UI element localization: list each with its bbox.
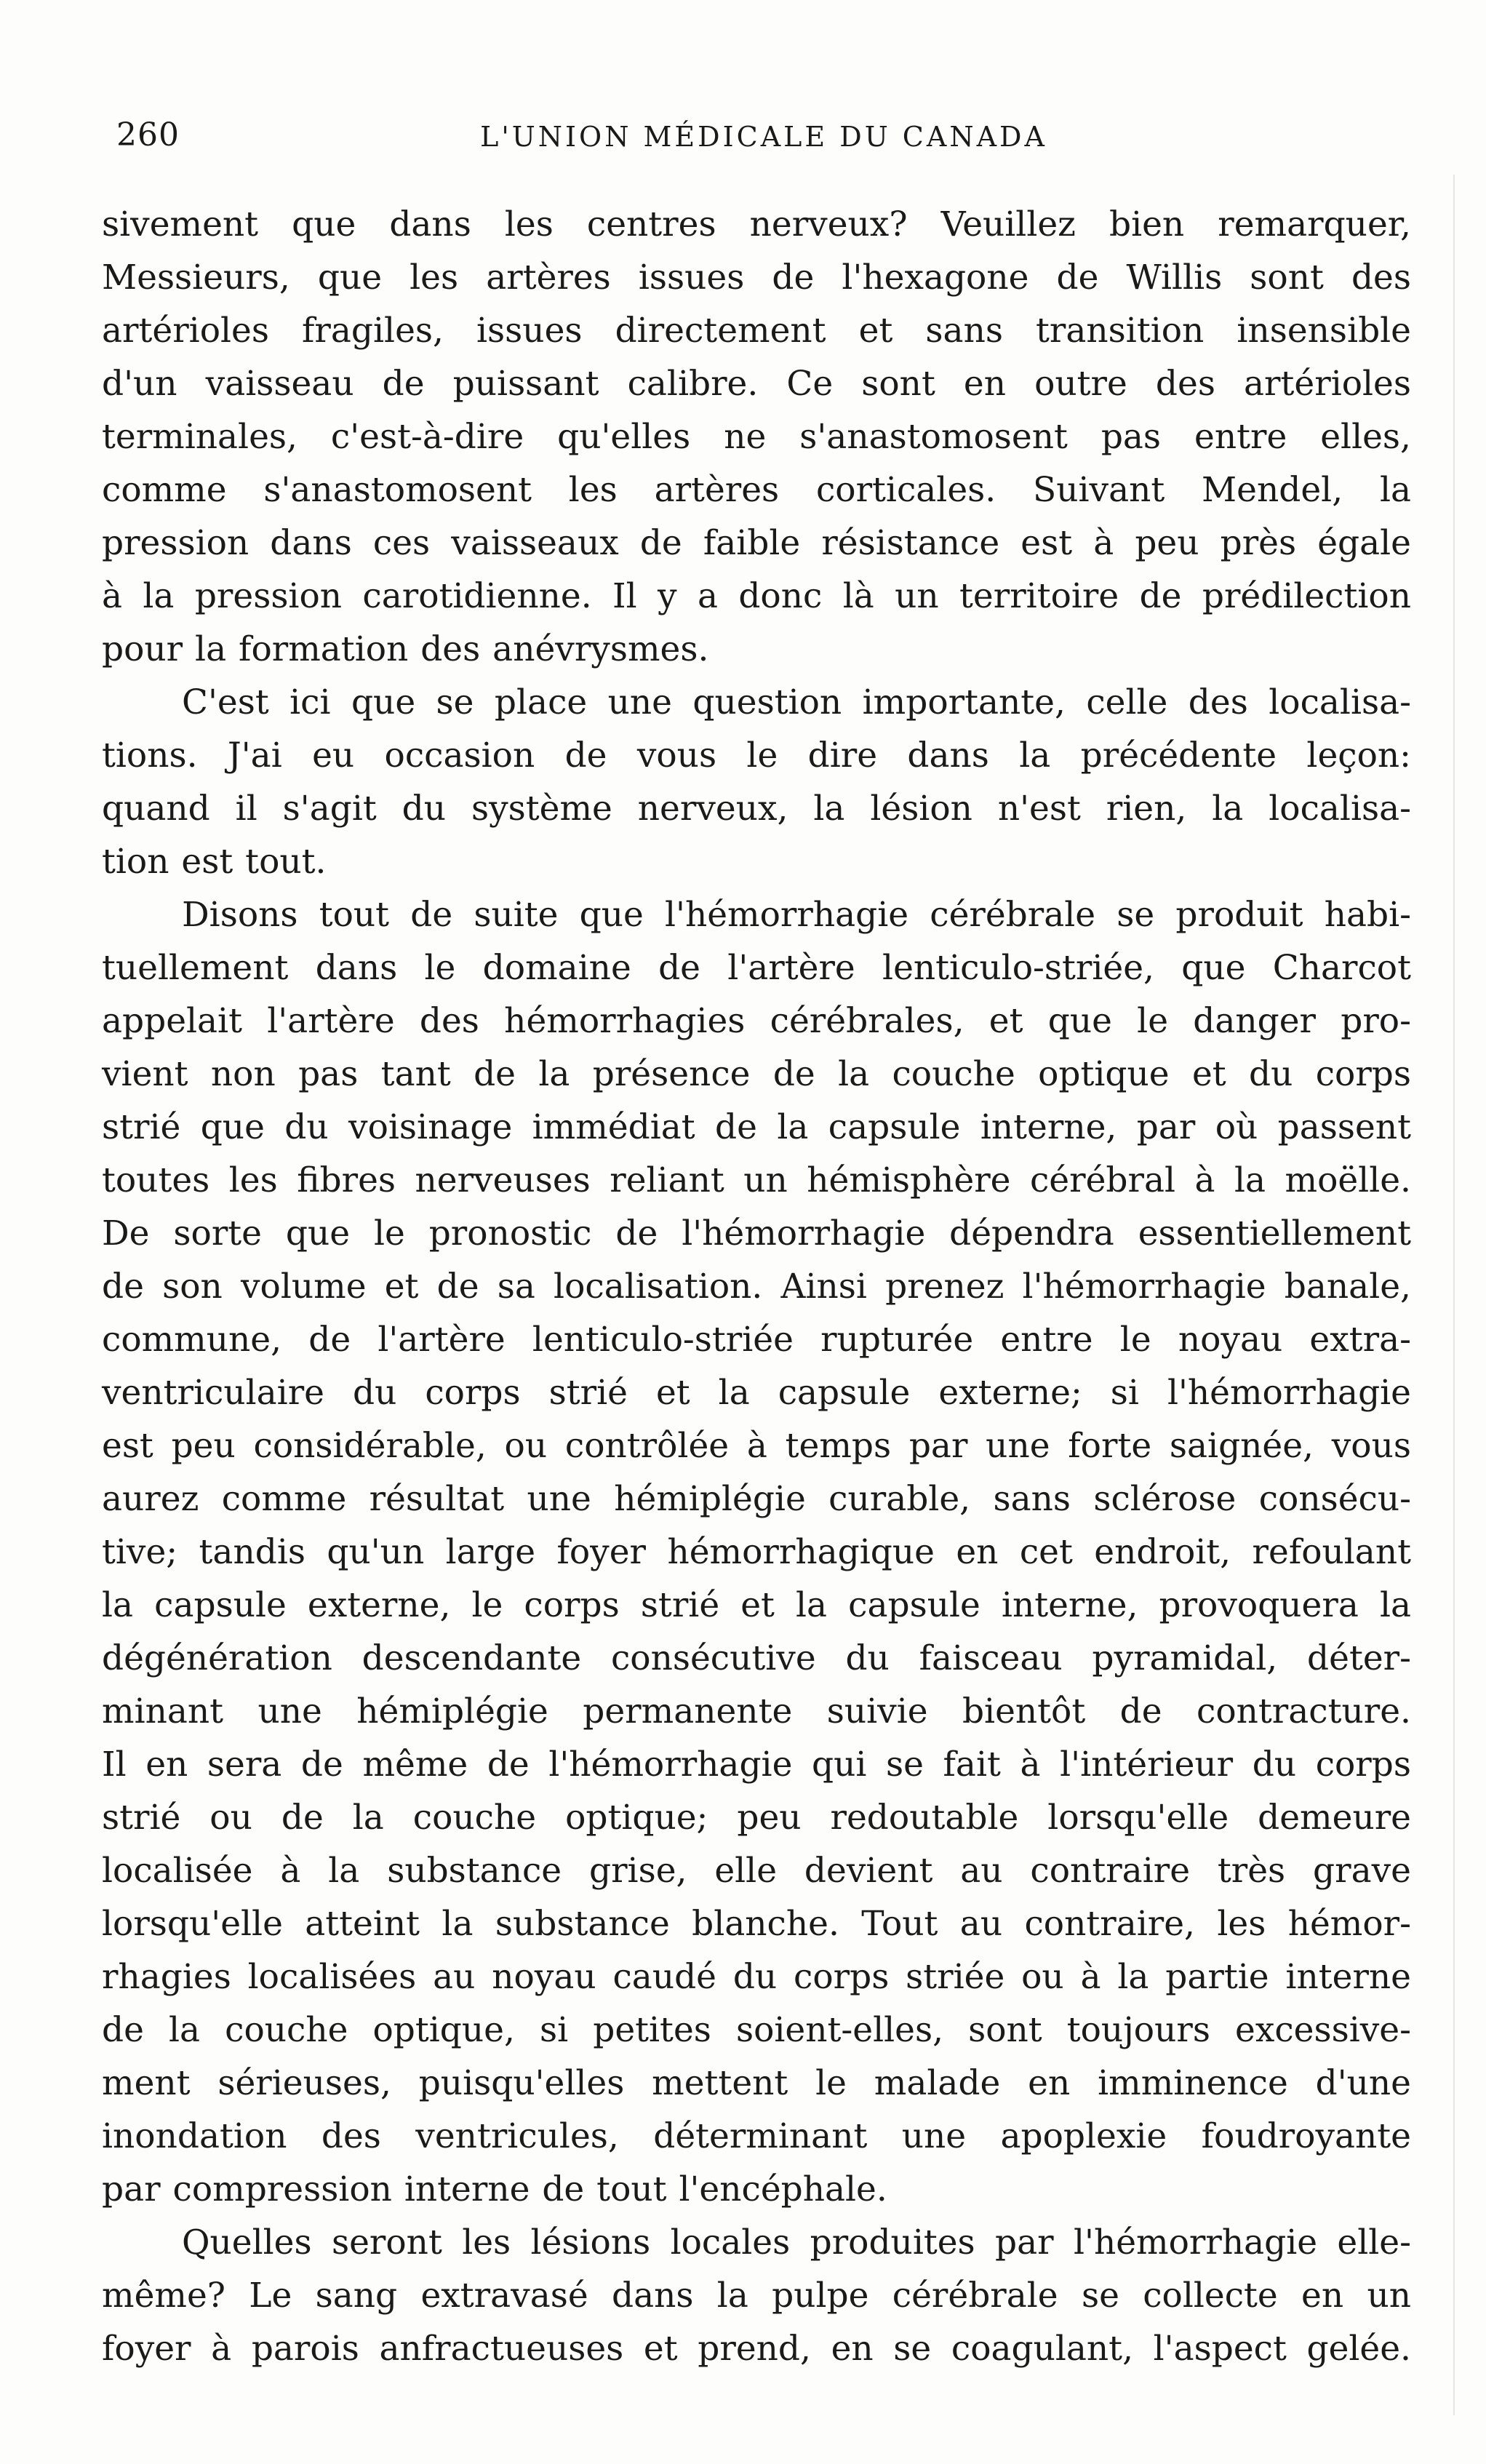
body-text [102, 198, 1411, 2375]
text-line: foyer à parois anfractueuses et prend, en se coagulant, l'aspect gelée. [102, 2329, 1411, 2369]
text-line: De sorte que le pronostic de l'hémorrhagie dépendra essentiellement [102, 1213, 1411, 1253]
text-line: la capsule externe, le corps strié et la capsule interne, provoquera la [102, 1585, 1411, 1625]
page-number: 260 [116, 116, 180, 153]
text-line: Quelles seront les lésions locales produites par l'hémorrhagie elle- [182, 2222, 1411, 2262]
text-line: artérioles fragiles, issues directement et sans transition insensible [102, 311, 1411, 351]
text-line: terminales, c'est-à-dire qu'elles ne s'anastomosent pas entre elles, [102, 417, 1411, 457]
text-line: tion est tout. [102, 842, 327, 882]
text-line: même? Le sang extravasé dans la pulpe cérébrale se collecte en un [102, 2276, 1411, 2316]
page-header [116, 116, 1411, 167]
text-line: lorsqu'elle atteint la substance blanche. Tout au contraire, les hémor- [102, 1904, 1411, 1944]
paragraph-3 [102, 888, 1411, 2216]
text-line: de son volume et de sa localisation. Ainsi prenez l'hémorrhagie banale, [102, 1267, 1411, 1307]
running-title: L'UNION MÉDICALE DU CANADA [480, 121, 1047, 153]
text-line: aurez comme résultat une hémiplégie curable, sans sclérose consécu- [102, 1479, 1411, 1519]
text-line: localisée à la substance grise, elle devient au contraire très grave [102, 1851, 1411, 1891]
text-line: Disons tout de suite que l'hémorrhagie cérébrale se produit habi- [182, 895, 1411, 935]
text-line: dégénération descendante consécutive du faisceau pyramidal, déter- [102, 1638, 1411, 1678]
text-line: pression dans ces vaisseaux de faible résistance est à peu près égale [102, 523, 1411, 563]
text-line: ventriculaire du corps strié et la capsule externe; si l'hémorrhagie [102, 1373, 1411, 1413]
text-line: à la pression carotidienne. Il y a donc là un territoire de prédilection [102, 576, 1411, 616]
text-line: appelait l'artère des hémorrhagies cérébrales, et que le danger pro- [102, 1001, 1411, 1041]
page-edge-shadow [1453, 175, 1455, 2415]
paragraph-1 [102, 198, 1411, 676]
text-line: strié ou de la couche optique; peu redoutable lorsqu'elle demeure [102, 1798, 1411, 1838]
text-line: Messieurs, que les artères issues de l'hexagone de Willis sont des [102, 258, 1411, 298]
text-line: tive; tandis qu'un large foyer hémorrhagique en cet endroit, refoulant [102, 1532, 1411, 1572]
text-line: ment sérieuses, puisqu'elles mettent le malade en imminence d'une [102, 2063, 1411, 2103]
text-line: rhagies localisées au noyau caudé du corps striée ou à la partie interne [102, 1957, 1411, 1997]
text-line: quand il s'agit du système nerveux, la lésion n'est rien, la localisa- [102, 789, 1411, 829]
text-line: commune, de l'artère lenticulo-striée rupturée entre le noyau extra- [102, 1320, 1411, 1360]
text-line: par compression interne de tout l'encéphale. [102, 2169, 887, 2209]
text-line: d'un vaisseau de puissant calibre. Ce sont en outre des artérioles [102, 364, 1411, 404]
paragraph-2 [102, 676, 1411, 888]
text-line: inondation des ventricules, déterminant une apoplexie foudroyante [102, 2116, 1411, 2156]
text-line: C'est ici que se place une question importante, celle des localisa- [182, 682, 1411, 722]
text-line: de la couche optique, si petites soient-elles, sont toujours excessive- [102, 2010, 1411, 2050]
text-line: toutes les fibres nerveuses reliant un hémisphère cérébral à la moëlle. [102, 1160, 1411, 1200]
text-line: vient non pas tant de la présence de la couche optique et du corps [102, 1054, 1411, 1094]
text-line: comme s'anastomosent les artères corticales. Suivant Mendel, la [102, 470, 1411, 510]
text-line: tions. J'ai eu occasion de vous le dire dans la précédente leçon: [102, 735, 1411, 776]
text-line: pour la formation des anévrysmes. [102, 629, 709, 669]
text-line: sivement que dans les centres nerveux? Veuillez bien remarquer, [102, 204, 1411, 244]
text-line: est peu considérable, ou contrôlée à temps par une forte saignée, vous [102, 1426, 1411, 1466]
text-line: minant une hémiplégie permanente suivie bientôt de contracture. [102, 1691, 1411, 1731]
paragraph-4 [102, 2216, 1411, 2375]
text-line: strié que du voisinage immédiat de la capsule interne, par où passent [102, 1107, 1411, 1147]
text-line: tuellement dans le domaine de l'artère lenticulo-striée, que Charcot [102, 948, 1411, 988]
text-line: Il en sera de même de l'hémorrhagie qui se fait à l'intérieur du corps [102, 1745, 1411, 1785]
